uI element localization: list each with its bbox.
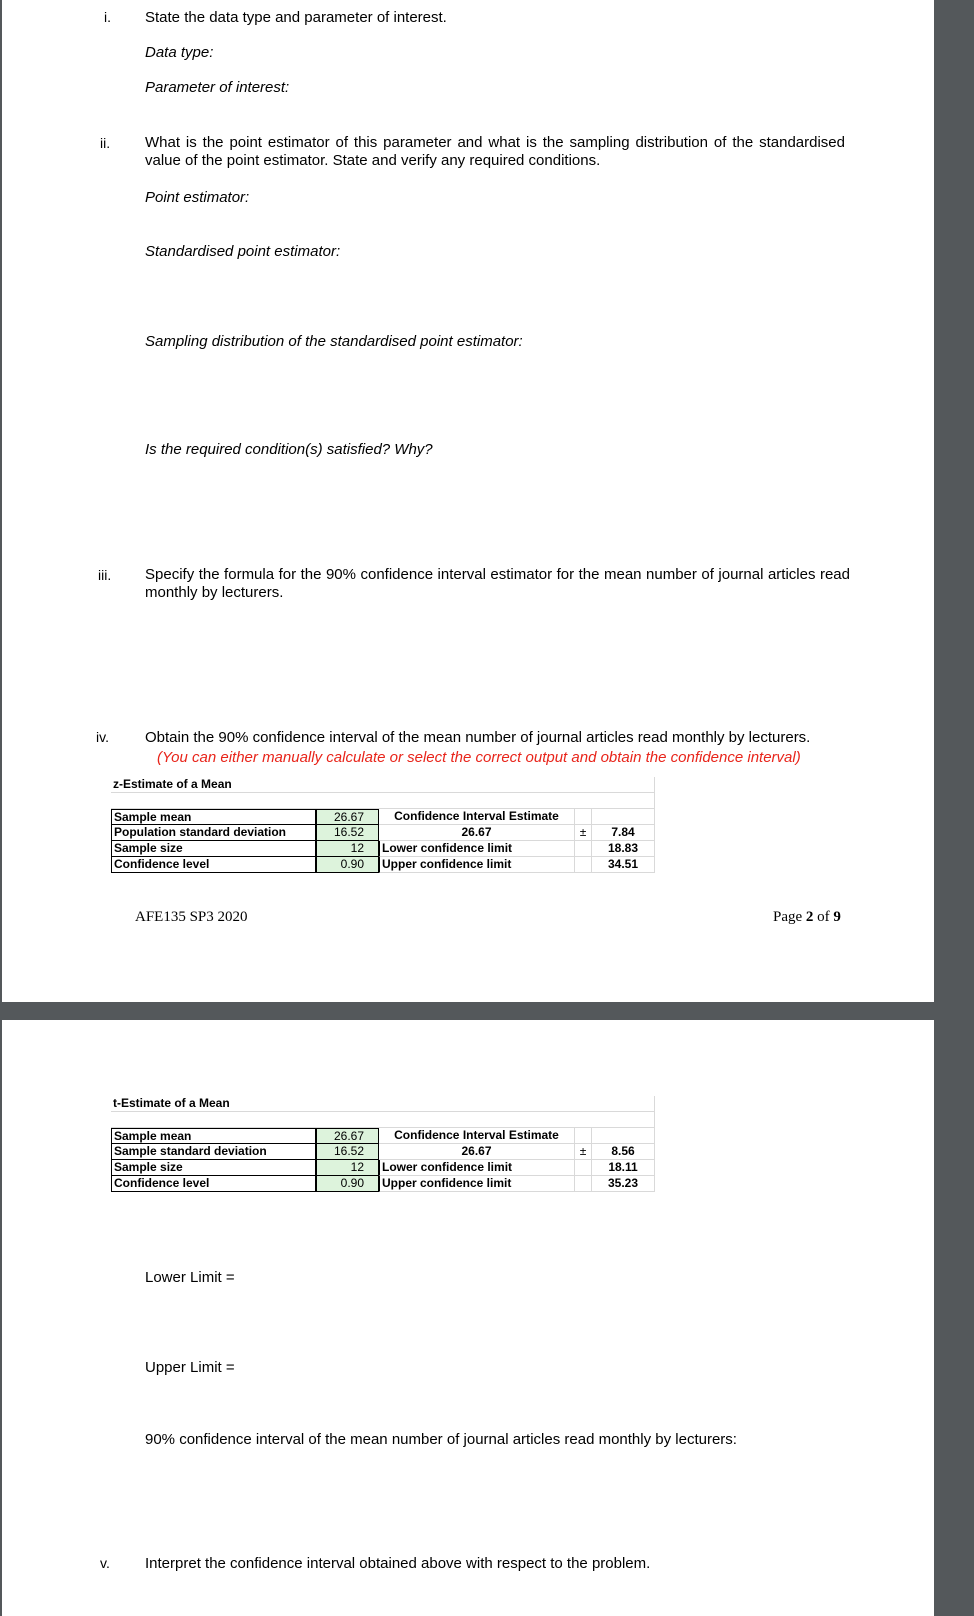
table-row-label: Population standard deviation xyxy=(111,825,316,841)
upper-limit-label: Upper Limit = xyxy=(145,1359,235,1376)
footer-course: AFE135 SP3 2020 xyxy=(135,909,248,925)
table-row-value: 16.52 xyxy=(316,825,379,841)
blank-cell xyxy=(575,809,592,825)
blank-cell xyxy=(575,841,592,857)
lower-limit-label: Lower confidence limit xyxy=(379,841,575,857)
ci-center: 26.67 xyxy=(379,1144,575,1160)
table-row-label: Sample mean xyxy=(111,1128,316,1144)
question-text: Specify the formula for the 90% confidence interval estimator for the mean number of journal articles read monthly by lecturers. xyxy=(145,566,850,601)
table-row-value: 16.52 xyxy=(316,1144,379,1160)
page-word: Page xyxy=(773,909,803,925)
condition-label: Is the required condition(s) satisfied? Why? xyxy=(145,441,433,458)
question-numeral: iv. xyxy=(96,729,109,745)
sampling-distribution-label: Sampling distribution of the standardised point estimator: xyxy=(145,333,523,350)
plus-minus-sign: ± xyxy=(575,1144,592,1160)
table-title: z-Estimate of a Mean xyxy=(111,777,655,793)
ci-header: Confidence Interval Estimate xyxy=(379,809,575,825)
upper-limit-value: 35.23 xyxy=(592,1176,655,1192)
current-page: 2 xyxy=(805,909,814,925)
upper-limit-label: Upper confidence limit xyxy=(379,1176,575,1192)
question-numeral: v. xyxy=(100,1555,110,1571)
blank-cell xyxy=(592,809,655,825)
blank-cell xyxy=(575,1160,592,1176)
ci-center: 26.67 xyxy=(379,825,575,841)
data-type-label: Data type: xyxy=(145,44,214,61)
upper-limit-value: 34.51 xyxy=(592,857,655,873)
blank-cell xyxy=(575,1128,592,1144)
total-pages: 9 xyxy=(833,909,841,925)
table-row-label: Confidence level xyxy=(111,1176,316,1192)
table-row-label: Confidence level xyxy=(111,857,316,873)
parameter-label: Parameter of interest: xyxy=(145,79,290,96)
plus-minus-sign: ± xyxy=(575,825,592,841)
table-title: t-Estimate of a Mean xyxy=(111,1096,655,1112)
document-page-1 xyxy=(2,0,934,1002)
lower-limit-label: Lower Limit = xyxy=(145,1269,235,1286)
blank-row xyxy=(111,1112,655,1128)
table-row-label: Sample size xyxy=(111,1160,316,1176)
question-text: Interpret the confidence interval obtained above with respect to the problem. xyxy=(145,1555,651,1572)
table-row-value: 12 xyxy=(316,1160,379,1176)
table-row-value: 0.90 xyxy=(316,1176,379,1192)
question-text: State the data type and parameter of interest. xyxy=(145,9,447,26)
blank-cell xyxy=(575,857,592,873)
table-row-value: 26.67 xyxy=(316,809,379,825)
blank-row xyxy=(111,793,655,809)
confidence-interval-statement: 90% confidence interval of the mean number of journal articles read monthly by lecturers: xyxy=(145,1431,737,1448)
lower-limit-label: Lower confidence limit xyxy=(379,1160,575,1176)
table-row-value: 26.67 xyxy=(316,1128,379,1144)
document-page-2 xyxy=(2,1020,934,1616)
table-row-label: Sample mean xyxy=(111,809,316,825)
table-row-label: Sample standard deviation xyxy=(111,1144,316,1160)
page-number xyxy=(773,909,841,926)
blank-cell xyxy=(592,1128,655,1144)
standardised-estimator-label: Standardised point estimator: xyxy=(145,243,341,260)
of-word: of xyxy=(817,909,830,925)
lower-limit-value: 18.83 xyxy=(592,841,655,857)
table-row-value: 0.90 xyxy=(316,857,379,873)
blank-cell xyxy=(575,1176,592,1192)
ci-header: Confidence Interval Estimate xyxy=(379,1128,575,1144)
question-text: What is the point estimator of this parameter and what is the sampling distribution of the standardised value of the point estimator. State and verify any required conditions. xyxy=(145,134,845,169)
lower-limit-value: 18.11 xyxy=(592,1160,655,1176)
margin-of-error: 7.84 xyxy=(592,825,655,841)
instruction-note: (You can either manually calculate or select the correct output and obtain the confidence interval) xyxy=(157,749,801,766)
question-numeral: i. xyxy=(104,9,111,25)
upper-limit-label: Upper confidence limit xyxy=(379,857,575,873)
table-row-label: Sample size xyxy=(111,841,316,857)
question-text: Obtain the 90% confidence interval of the mean number of journal articles read monthly by lecturers. xyxy=(145,729,811,746)
table-row-value: 12 xyxy=(316,841,379,857)
question-numeral: ii. xyxy=(100,135,111,151)
question-numeral: iii. xyxy=(98,567,112,583)
point-estimator-label: Point estimator: xyxy=(145,189,250,206)
margin-of-error: 8.56 xyxy=(592,1144,655,1160)
